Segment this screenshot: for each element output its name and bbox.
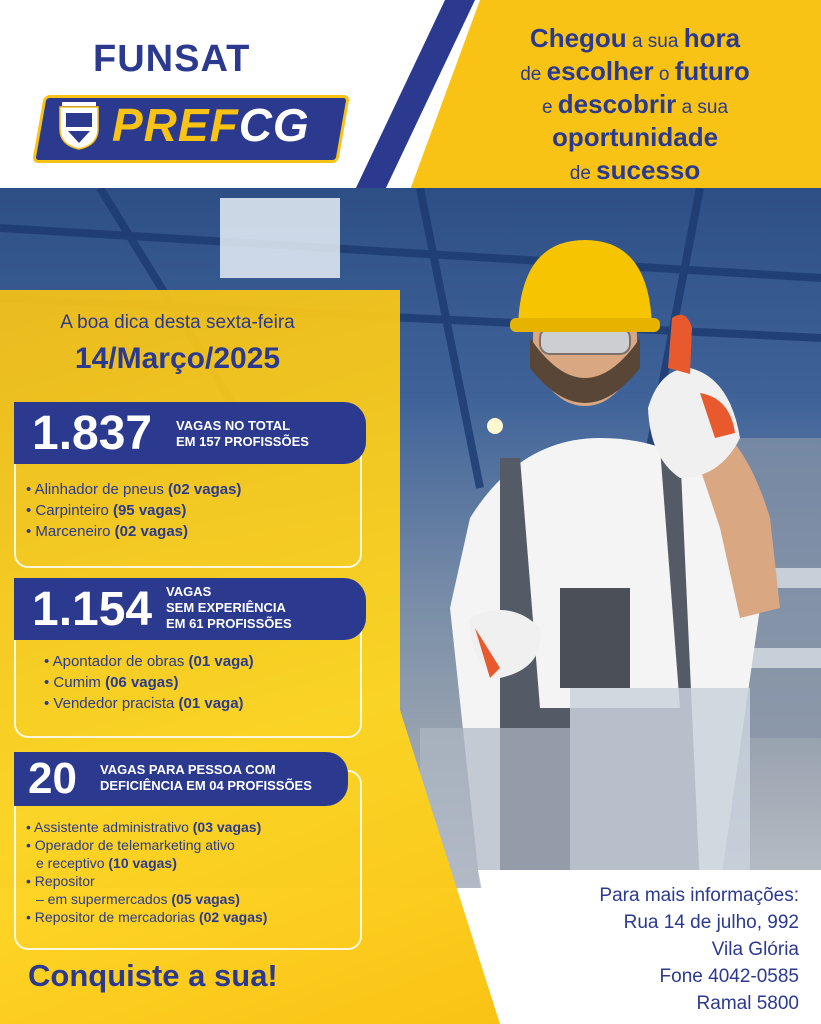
job-name: Carpinteiro <box>35 502 113 519</box>
tagline-word: hora <box>683 23 741 53</box>
job-name: Apontador de obras <box>52 653 189 670</box>
job-quantity: (01 vaga) <box>188 653 254 670</box>
section-no-experience-banner <box>14 578 366 640</box>
pref-logo-part1: PREF <box>112 99 239 151</box>
label-line: SEM EXPERIÊNCIA <box>166 600 286 615</box>
job-quantity: (03 vagas) <box>192 819 262 835</box>
tagline-word: Chegou <box>529 23 627 53</box>
label-line: EM 61 PROFISSÕES <box>166 616 292 631</box>
label-line: EM 157 PROFISSÕES <box>176 434 309 449</box>
list-item: • Alinhador de pneus (02 vagas) <box>26 481 242 498</box>
job-name: Marceneiro <box>35 523 115 540</box>
job-name: Repositor <box>34 873 95 889</box>
contact-neighborhood: Vila Glória <box>711 939 799 960</box>
org-name: FUNSAT <box>93 38 251 80</box>
contact-address: Rua 14 de julho, 992 <box>623 912 799 933</box>
call-to-action: Conquiste a sua! <box>28 958 278 993</box>
tagline-word: de <box>520 64 547 85</box>
list-item <box>26 818 267 836</box>
tagline-word: a sua <box>626 31 684 52</box>
job-name: e receptivo <box>36 855 109 871</box>
contact-info <box>599 882 799 1017</box>
header-tagline <box>470 24 800 189</box>
job-quantity: (05 vagas) <box>171 891 240 907</box>
tip-heading: A boa dica desta sexta-feira <box>60 312 295 333</box>
job-name: Alinhador de pneus <box>34 481 169 498</box>
list-item: • Apontador de obras (01 vaga) <box>44 653 254 670</box>
label-line: VAGAS NO TOTAL <box>176 418 291 433</box>
bullet: • <box>26 909 31 925</box>
date-heading: 14/Março/2025 <box>74 342 281 375</box>
list-item <box>26 872 267 890</box>
section-no-experience-list <box>44 651 254 714</box>
section-pcd-banner <box>14 752 348 806</box>
label-line: DEFICIÊNCIA EM 04 PROFISSÕES <box>100 778 312 793</box>
list-item <box>26 836 267 854</box>
contact-phone: Fone 4042-0585 <box>659 966 799 987</box>
pref-logo-part2: CG <box>238 99 310 151</box>
list-item: • Vendedor pracista (01 vaga) <box>44 695 244 712</box>
job-quantity: (06 vagas) <box>105 674 179 691</box>
job-name: Assistente administrativo <box>34 819 193 835</box>
pcd-number: 20 <box>28 754 77 803</box>
bullet: • <box>26 837 31 853</box>
section-pcd-list <box>26 818 267 926</box>
tagline-word: e <box>541 97 558 118</box>
prefcg-logo-text <box>112 98 310 152</box>
tagline-word: oportunidade <box>551 122 719 152</box>
section-total-list <box>26 479 241 542</box>
job-quantity: (02 vagas) <box>198 909 268 925</box>
city-crest-icon <box>56 101 102 151</box>
list-item <box>26 854 267 872</box>
job-quantity: (10 vagas) <box>108 855 177 871</box>
tagline-word: sucesso <box>596 155 701 185</box>
tagline-word: de <box>569 163 597 184</box>
total-vacancies-label <box>176 418 309 450</box>
job-quantity: (02 vagas) <box>168 481 242 498</box>
tagline-word: escolher <box>546 56 654 86</box>
list-item <box>26 890 267 908</box>
tagline-word: descobrir <box>557 89 677 119</box>
job-quantity: (01 vaga) <box>178 695 244 712</box>
list-item: • Marceneiro (02 vagas) <box>26 523 188 540</box>
list-item: • Carpinteiro (95 vagas) <box>26 502 187 519</box>
job-name: Vendedor pracista <box>53 695 179 712</box>
contact-extension: Ramal 5800 <box>696 993 799 1014</box>
tagline-word: o <box>653 64 675 85</box>
pcd-label <box>100 762 312 794</box>
bullet: • <box>26 873 31 889</box>
no-experience-number: 1.154 <box>32 583 153 636</box>
job-name: Repositor de mercadorias <box>34 909 199 925</box>
total-vacancies-number: 1.837 <box>32 407 153 460</box>
list-item: • Cumim (06 vagas) <box>44 674 179 691</box>
label-line: VAGAS PARA PESSOA COM <box>100 762 276 777</box>
job-name: – em supermercados <box>36 891 172 907</box>
label-line: VAGAS <box>166 584 212 599</box>
job-name: Cumim <box>53 674 106 691</box>
job-quantity: (02 vagas) <box>114 523 188 540</box>
list-item <box>26 908 267 926</box>
section-total-banner <box>14 402 366 464</box>
job-name: Operador de telemarketing ativo <box>34 837 235 853</box>
tagline-word: a sua <box>676 97 729 118</box>
tagline-word: futuro <box>674 56 750 86</box>
bullet: • <box>26 819 31 835</box>
job-quantity: (95 vagas) <box>112 502 187 519</box>
contact-heading: Para mais informações: <box>599 885 799 906</box>
no-experience-label <box>166 584 292 632</box>
